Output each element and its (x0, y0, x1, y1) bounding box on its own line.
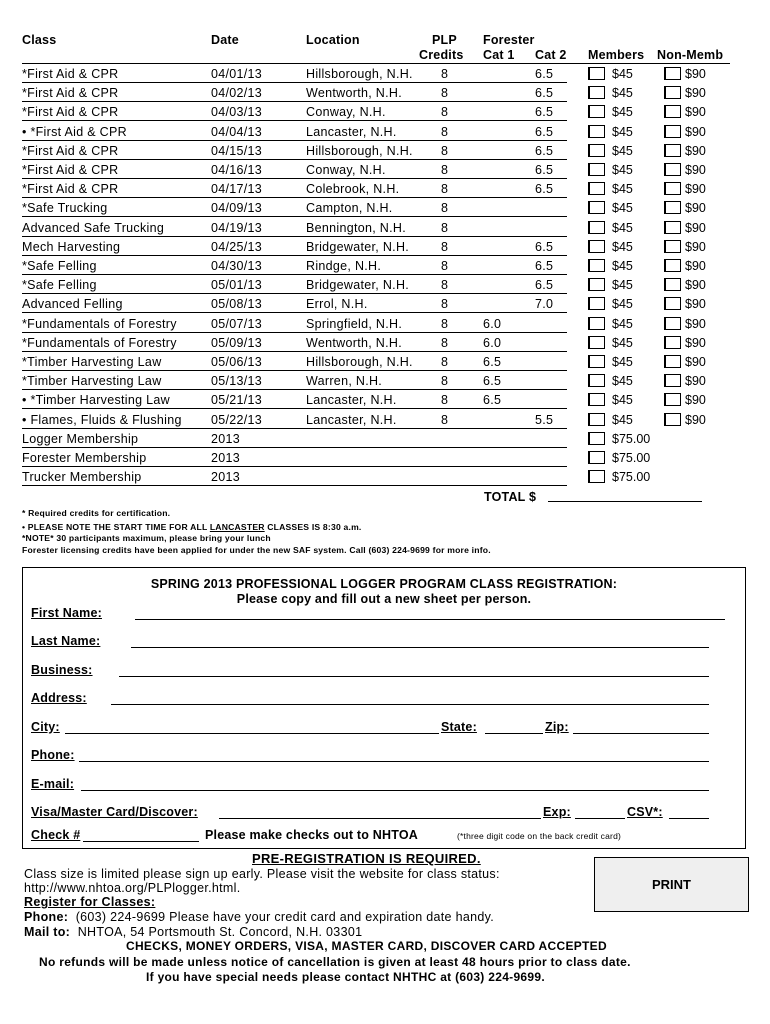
class-location: Bennington, N.H. (306, 220, 406, 235)
nonmember-price: $90 (685, 143, 706, 158)
member-price: $45 (612, 259, 633, 273)
class-plp-credits: 8 (441, 297, 449, 312)
member-price-checkbox[interactable] (588, 144, 605, 157)
class-row (22, 143, 752, 162)
nonmember-price-checkbox[interactable] (664, 221, 681, 234)
business-label: Business: (31, 663, 93, 677)
address-field[interactable] (111, 704, 709, 705)
class-date: 05/22/13 (211, 412, 263, 427)
membership-price: $75.00 (612, 451, 651, 466)
class-date: 05/09/13 (211, 335, 263, 350)
class-cat2-credits: 6.5 (535, 143, 554, 158)
member-price-checkbox[interactable] (588, 67, 605, 80)
class-plp-credits: 8 (441, 393, 449, 408)
class-name: Mech Harvesting (22, 239, 121, 254)
membership-row (22, 469, 752, 488)
class-name: Advanced Felling (22, 297, 123, 312)
card-number-field[interactable] (219, 818, 541, 819)
membership-name: Trucker Membership (22, 470, 142, 485)
class-plp-credits: 8 (441, 316, 449, 331)
preregistration-heading: PRE-REGISTRATION IS REQUIRED. (252, 851, 481, 866)
nonmember-price: $90 (685, 297, 706, 312)
class-size-note: Class size is limited please sign up early. Please visit the website for class status: (24, 867, 500, 881)
col-header-plp: PLP (432, 33, 457, 47)
class-row (22, 316, 752, 335)
class-date: 04/04/13 (211, 124, 263, 139)
nonmember-price-checkbox[interactable] (664, 317, 681, 330)
last-name-field[interactable] (131, 647, 709, 648)
col-header-cat2: Cat 2 (535, 48, 567, 62)
nonmember-price: $90 (685, 393, 706, 408)
class-date: 04/15/13 (211, 143, 263, 158)
col-header-credits: Credits (419, 48, 464, 62)
nonmember-price: $90 (685, 412, 706, 427)
row-underline (22, 216, 567, 217)
member-price-checkbox[interactable] (588, 163, 605, 176)
check-number-field[interactable] (83, 841, 199, 842)
refund-policy-note: No refunds will be made unless notice of cancellation is given at least 48 hours prior to class date. (39, 955, 631, 969)
member-price-checkbox[interactable] (588, 393, 605, 406)
class-row (22, 200, 752, 219)
nonmember-price-checkbox[interactable] (664, 336, 681, 349)
membership-year: 2013 (211, 470, 241, 485)
membership-price: $75.00 (612, 470, 651, 485)
class-date: 04/25/13 (211, 239, 263, 254)
class-cat1-credits: 6.5 (483, 355, 502, 369)
member-price: $45 (612, 316, 633, 331)
nonmember-price: $90 (685, 163, 706, 177)
class-row (22, 335, 752, 354)
lancaster-start-note: • PLEASE NOTE THE START TIME FOR ALL LANCASTER CLASSES IS 8:30 a.m. (22, 522, 362, 532)
nonmember-price: $90 (685, 239, 706, 254)
mail-info: Mail to: NHTOA, 54 Portsmouth St. Concord, N.H. 03301 (24, 925, 363, 939)
nonmember-price-checkbox[interactable] (664, 125, 681, 138)
class-location: Campton, N.H. (306, 201, 393, 216)
row-underline (22, 120, 567, 121)
member-price-checkbox[interactable] (588, 86, 605, 99)
class-row (22, 392, 752, 411)
class-cat2-credits: 6.5 (535, 278, 554, 293)
email-label: E-mail: (31, 777, 75, 791)
nonmember-price-checkbox[interactable] (664, 201, 681, 214)
class-plp-credits: 8 (441, 220, 449, 235)
class-plp-credits: 8 (441, 335, 449, 350)
nonmember-price: $90 (685, 201, 706, 216)
class-date: 04/01/13 (211, 67, 263, 81)
class-plp-credits: 8 (441, 163, 449, 177)
class-name: *Timber Harvesting Law (22, 355, 162, 369)
class-name: Advanced Safe Trucking (22, 220, 165, 235)
class-cat2-credits: 6.5 (535, 124, 554, 139)
class-date: 05/08/13 (211, 297, 263, 312)
class-date: 04/30/13 (211, 259, 263, 273)
city-label: City: (31, 720, 60, 734)
class-name: *First Aid & CPR (22, 143, 119, 158)
nonmember-price-checkbox[interactable] (664, 413, 681, 426)
row-underline (22, 466, 567, 467)
class-cat2-credits: 6.5 (535, 105, 554, 120)
class-location: Bridgewater, N.H. (306, 278, 410, 293)
row-underline (22, 332, 567, 333)
class-date: 04/17/13 (211, 182, 263, 197)
row-underline (22, 274, 567, 275)
nonmember-price: $90 (685, 335, 706, 350)
class-row (22, 66, 752, 85)
class-location: Errol, N.H. (306, 297, 368, 312)
class-cat2-credits: 7.0 (535, 297, 554, 312)
class-plp-credits: 8 (441, 124, 449, 139)
class-location: Hillsborough, N.H. (306, 67, 413, 81)
class-date: 05/06/13 (211, 355, 263, 369)
row-underline (22, 159, 567, 160)
registration-form (22, 567, 746, 849)
member-price-checkbox[interactable] (588, 221, 605, 234)
member-price: $45 (612, 278, 633, 293)
class-name: • *First Aid & CPR (22, 124, 127, 139)
class-location: Wentworth, N.H. (306, 86, 402, 101)
nonmember-price-checkbox[interactable] (664, 278, 681, 291)
check-payable-note: Please make checks out to NHTOA (205, 828, 418, 842)
first-name-field[interactable] (135, 619, 725, 620)
class-plp-credits: 8 (441, 278, 449, 293)
class-location: Lancaster, N.H. (306, 393, 397, 408)
nonmember-price-checkbox[interactable] (664, 374, 681, 387)
nonmember-price: $90 (685, 124, 706, 139)
class-name: *Fundamentals of Forestry (22, 335, 177, 350)
phone-label: Phone: (31, 748, 75, 762)
nonmember-price: $90 (685, 355, 706, 369)
print-button[interactable]: PRINT (594, 857, 749, 912)
row-underline (22, 370, 567, 371)
member-price-checkbox[interactable] (588, 278, 605, 291)
class-location: Hillsborough, N.H. (306, 355, 413, 369)
phone-info: Phone: (603) 224-9699 Please have your credit card and expiration date handy. (24, 910, 494, 924)
row-underline (22, 428, 567, 429)
row-underline (22, 293, 567, 294)
exp-label: Exp: (543, 805, 571, 819)
nonmember-price-checkbox[interactable] (664, 355, 681, 368)
class-location: Lancaster, N.H. (306, 124, 397, 139)
class-plp-credits: 8 (441, 143, 449, 158)
nonmember-price-checkbox[interactable] (664, 182, 681, 195)
payment-accepted-note: CHECKS, MONEY ORDERS, VISA, MASTER CARD, DISCOVER CARD ACCEPTED (126, 939, 607, 953)
member-price-checkbox[interactable] (588, 374, 605, 387)
class-location: Warren, N.H. (306, 374, 383, 389)
nonmember-price-checkbox[interactable] (664, 259, 681, 272)
nonmember-price: $90 (685, 105, 706, 120)
member-price: $45 (612, 182, 633, 197)
nonmember-price: $90 (685, 374, 706, 389)
phone-field[interactable] (79, 761, 709, 762)
row-underline (22, 101, 567, 102)
class-date: 04/19/13 (211, 220, 263, 235)
header-divider (22, 63, 730, 64)
exp-field[interactable] (575, 818, 625, 819)
membership-checkbox[interactable] (588, 470, 605, 483)
class-row (22, 162, 752, 181)
required-credits-note: * Required credits for certification. (22, 508, 171, 518)
nonmember-price-checkbox[interactable] (664, 86, 681, 99)
class-row (22, 104, 752, 123)
class-row (22, 296, 752, 315)
nonmember-price-checkbox[interactable] (664, 393, 681, 406)
class-plp-credits: 8 (441, 86, 449, 101)
class-name: *First Aid & CPR (22, 163, 119, 177)
nonmember-price: $90 (685, 220, 706, 235)
membership-name: Forester Membership (22, 451, 147, 466)
form-subtitle: Please copy and fill out a new sheet per person. (236, 592, 532, 606)
class-name: • *Timber Harvesting Law (22, 393, 170, 408)
email-field[interactable] (81, 790, 709, 791)
class-row (22, 239, 752, 258)
class-cat2-credits: 5.5 (535, 412, 554, 427)
class-location: Lancaster, N.H. (306, 412, 397, 427)
member-price: $45 (612, 86, 633, 101)
col-header-members: Members (588, 48, 645, 62)
class-name: *Safe Felling (22, 278, 97, 293)
class-row (22, 181, 752, 200)
membership-year: 2013 (211, 451, 241, 466)
nonmember-price-checkbox[interactable] (664, 144, 681, 157)
class-cat2-credits: 6.5 (535, 259, 554, 273)
member-price-checkbox[interactable] (588, 240, 605, 253)
city-field[interactable] (65, 733, 439, 734)
class-date: 04/03/13 (211, 105, 263, 120)
class-date: 05/07/13 (211, 316, 263, 331)
class-cat2-credits: 6.5 (535, 163, 554, 177)
csv-note: (*three digit code on the back credit card) (457, 831, 622, 841)
nonmember-price: $90 (685, 182, 706, 197)
member-price: $45 (612, 355, 633, 369)
class-cat2-credits: 6.5 (535, 67, 554, 81)
member-price: $45 (612, 297, 633, 312)
member-price: $45 (612, 412, 633, 427)
member-price-checkbox[interactable] (588, 259, 605, 272)
zip-label: Zip: (545, 720, 569, 734)
row-underline (22, 197, 567, 198)
nonmember-price: $90 (685, 67, 706, 81)
membership-name: Logger Membership (22, 432, 139, 446)
row-underline (22, 82, 567, 83)
state-label: State: (441, 720, 477, 734)
class-name: *Fundamentals of Forestry (22, 316, 177, 331)
row-underline (22, 351, 567, 352)
member-price-checkbox[interactable] (588, 317, 605, 330)
first-name-label: First Name: (31, 606, 102, 620)
member-price: $45 (612, 143, 633, 158)
member-price: $45 (612, 335, 633, 350)
form-title: SPRING 2013 PROFESSIONAL LOGGER PROGRAM CLASS REGISTRATION: (150, 577, 618, 591)
class-cat1-credits: 6.0 (483, 316, 502, 331)
membership-checkbox[interactable] (588, 451, 605, 464)
class-location: Hillsborough, N.H. (306, 143, 413, 158)
card-label: Visa/Master Card/Discover: (31, 805, 198, 819)
class-row (22, 258, 752, 277)
membership-row (22, 450, 752, 469)
state-field[interactable] (485, 733, 543, 734)
row-underline (22, 485, 567, 486)
row-underline (22, 236, 567, 237)
total-field[interactable] (548, 501, 702, 502)
member-price: $45 (612, 393, 633, 408)
member-price-checkbox[interactable] (588, 201, 605, 214)
membership-row (22, 431, 752, 450)
last-name-label: Last Name: (31, 634, 101, 648)
class-plp-credits: 8 (441, 259, 449, 273)
class-date: 05/13/13 (211, 374, 263, 389)
member-price-checkbox[interactable] (588, 336, 605, 349)
class-name: *First Aid & CPR (22, 105, 119, 120)
check-label: Check # (31, 828, 81, 842)
class-name: *Timber Harvesting Law (22, 374, 162, 389)
class-plp-credits: 8 (441, 182, 449, 197)
class-name: *Safe Trucking (22, 201, 108, 216)
membership-checkbox[interactable] (588, 432, 605, 445)
class-plp-credits: 8 (441, 239, 449, 254)
class-location: Springfield, N.H. (306, 316, 403, 331)
nonmember-price-checkbox[interactable] (664, 297, 681, 310)
class-location: Colebrook, N.H. (306, 182, 400, 197)
class-row (22, 124, 752, 143)
zip-field[interactable] (573, 733, 709, 734)
class-cat2-credits: 6.5 (535, 86, 554, 101)
member-price-checkbox[interactable] (588, 355, 605, 368)
total-label: TOTAL $ (484, 490, 537, 504)
member-price: $45 (612, 239, 633, 254)
class-date: 05/01/13 (211, 278, 263, 293)
class-name: *Safe Felling (22, 259, 97, 273)
special-needs-note: If you have special needs please contact NHTHC at (603) 224-9699. (146, 970, 545, 984)
class-date: 05/21/13 (211, 393, 263, 408)
col-header-nonmembers: Non-Memb (657, 48, 724, 62)
member-price: $45 (612, 201, 633, 216)
member-price: $45 (612, 374, 633, 389)
class-plp-credits: 8 (441, 374, 449, 389)
member-price: $45 (612, 124, 633, 139)
nonmember-price-checkbox[interactable] (664, 67, 681, 80)
member-price: $45 (612, 67, 633, 81)
nonmember-price-checkbox[interactable] (664, 240, 681, 253)
class-name: *First Aid & CPR (22, 67, 119, 81)
class-location: Bridgewater, N.H. (306, 239, 410, 254)
business-field[interactable] (119, 676, 709, 677)
class-location: Conway, N.H. (306, 163, 386, 177)
participants-note: *NOTE* 30 participants maximum, please bring your lunch (22, 533, 271, 543)
class-plp-credits: 8 (441, 355, 449, 369)
class-cat1-credits: 6.5 (483, 374, 502, 389)
row-underline (22, 140, 567, 141)
class-date: 04/16/13 (211, 163, 263, 177)
member-price-checkbox[interactable] (588, 413, 605, 426)
member-price: $45 (612, 163, 633, 177)
csv-label: CSV*: (627, 805, 663, 819)
class-date: 04/09/13 (211, 201, 263, 216)
class-row (22, 412, 752, 431)
member-price-checkbox[interactable] (588, 297, 605, 310)
nonmember-price: $90 (685, 278, 706, 293)
class-name: *First Aid & CPR (22, 182, 119, 197)
csv-field[interactable] (669, 818, 709, 819)
class-row (22, 373, 752, 392)
class-row (22, 220, 752, 239)
class-cat1-credits: 6.5 (483, 393, 502, 408)
nonmember-price: $90 (685, 259, 706, 273)
row-underline (22, 408, 567, 409)
class-plp-credits: 8 (441, 201, 449, 216)
nonmember-price: $90 (685, 86, 706, 101)
col-header-forester: Forester (483, 33, 535, 47)
class-cat1-credits: 6.0 (483, 335, 502, 350)
address-label: Address: (31, 691, 87, 705)
membership-year: 2013 (211, 432, 241, 446)
class-plp-credits: 8 (441, 412, 449, 427)
member-price: $45 (612, 105, 633, 120)
class-cat2-credits: 6.5 (535, 239, 554, 254)
class-cat2-credits: 6.5 (535, 182, 554, 197)
col-header-date: Date (211, 33, 239, 47)
nonmember-price-checkbox[interactable] (664, 163, 681, 176)
website-link[interactable]: http://www.nhtoa.org/PLPlogger.html. (24, 881, 241, 895)
nonmember-price-checkbox[interactable] (664, 105, 681, 118)
register-heading: Register for Classes: (24, 895, 156, 909)
member-price-checkbox[interactable] (588, 125, 605, 138)
class-location: Wentworth, N.H. (306, 335, 402, 350)
nonmember-price: $90 (685, 316, 706, 331)
row-underline (22, 312, 567, 313)
col-header-cat1: Cat 1 (483, 48, 515, 62)
class-row (22, 85, 752, 104)
class-row (22, 277, 752, 296)
class-plp-credits: 8 (441, 105, 449, 120)
class-plp-credits: 8 (441, 67, 449, 81)
row-underline (22, 389, 567, 390)
row-underline (22, 447, 567, 448)
class-row (22, 354, 752, 373)
membership-price: $75.00 (612, 432, 651, 446)
class-name: • Flames, Fluids & Flushing (22, 412, 182, 427)
member-price-checkbox[interactable] (588, 105, 605, 118)
row-underline (22, 255, 567, 256)
member-price: $45 (612, 220, 633, 235)
class-location: Rindge, N.H. (306, 259, 382, 273)
class-location: Conway, N.H. (306, 105, 386, 120)
col-header-class: Class (22, 33, 57, 47)
row-underline (22, 178, 567, 179)
class-date: 04/02/13 (211, 86, 263, 101)
forester-credits-note: Forester licensing credits have been applied for under the new SAF system. Call (603) 224-9699 for more info. (22, 545, 491, 555)
class-name: *First Aid & CPR (22, 86, 119, 101)
member-price-checkbox[interactable] (588, 182, 605, 195)
col-header-location: Location (306, 33, 360, 47)
